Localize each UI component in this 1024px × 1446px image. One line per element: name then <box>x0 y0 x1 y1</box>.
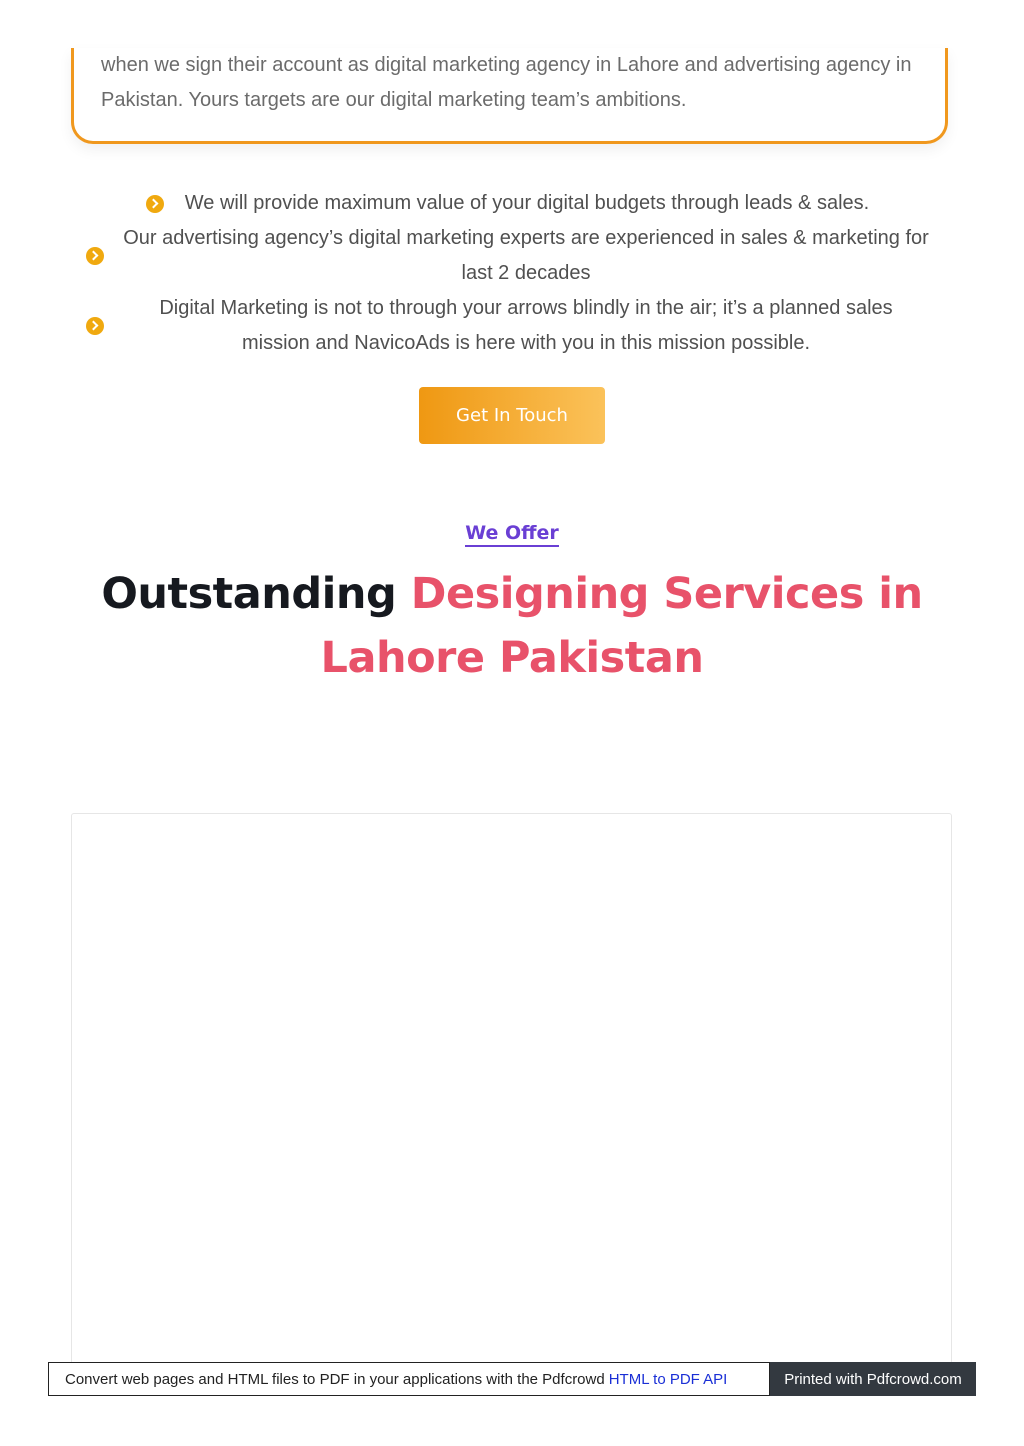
we-offer-label: We Offer <box>465 522 559 547</box>
section-title <box>80 562 944 690</box>
section-eyebrow <box>0 522 1024 544</box>
list-item: Digital Marketing is not to through your arrows blindly in the air; it’s a planned sales mission and NavicoAds is here with you in this mission possible. <box>159 297 893 354</box>
check-circle-icon <box>86 317 104 335</box>
printed-with-pdfcrowd[interactable]: Printed with Pdfcrowd.com <box>770 1362 976 1396</box>
html-to-pdf-api-link[interactable]: HTML to PDF API <box>608 1370 728 1388</box>
list-item: Our advertising agency’s digital marketing experts are experienced in sales & marketing for last 2 decades <box>123 227 929 284</box>
title-accent: Designing Services in Lahore Pakistan <box>320 569 923 683</box>
title-plain: Outstanding <box>101 569 411 619</box>
pdfcrowd-banner <box>48 1362 976 1396</box>
check-circle-icon <box>86 247 104 265</box>
content-panel <box>71 813 952 1373</box>
intro-paragraph: when we sign their account as digital marketing agency in Lahore and advertising agency in Pakistan. Yours targets are our digital marketing team’s ambitions. <box>101 54 912 111</box>
get-in-touch-button[interactable]: Get In Touch <box>419 387 605 444</box>
banner-message <box>48 1362 770 1396</box>
list-item: We will provide maximum value of your digital budgets through leads & sales. <box>184 192 870 214</box>
banner-text: Convert web pages and HTML files to PDF in your applications with the Pdfcrowd <box>65 1370 605 1388</box>
